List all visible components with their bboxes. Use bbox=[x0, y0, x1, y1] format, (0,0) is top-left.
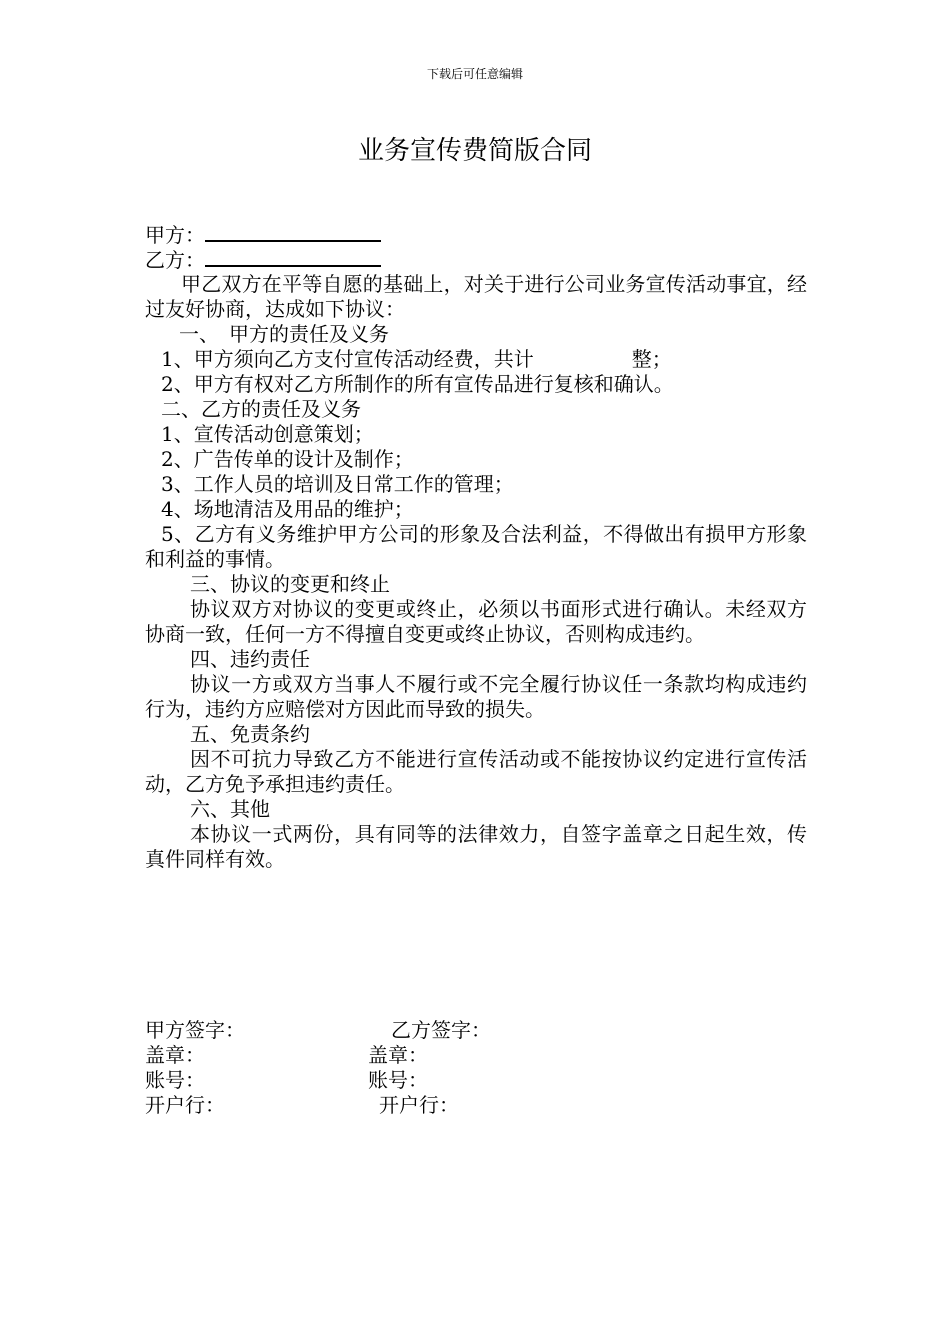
section2-item5: 5、乙方有义务维护甲方公司的形象及合法利益，不得做出有损甲方形象和利益的事情。 bbox=[145, 522, 807, 571]
section1-item1-prefix: 1、甲方须向乙方支付宣传活动经费，共计 bbox=[161, 347, 534, 371]
signature-block bbox=[145, 1018, 645, 1118]
section1-item1-suffix: 整； bbox=[631, 347, 672, 371]
section3-text: 协议双方对协议的变更或终止，必须以书面形式进行确认。未经双方协商一致，任何一方不得擅自变更或终止协议，否则构成违约。 bbox=[145, 597, 807, 646]
account-row bbox=[145, 1068, 645, 1093]
section5-text: 因不可抗力导致乙方不能进行宣传活动或不能按协议约定进行宣传活动，乙方免予承担违约责任。 bbox=[145, 747, 807, 796]
section4-heading: 四、违约责任 bbox=[190, 647, 310, 671]
section2-item4: 4、场地清洁及用品的维护； bbox=[161, 497, 414, 521]
party-b-line bbox=[145, 247, 807, 272]
section1-item1 bbox=[145, 347, 807, 372]
party-b-account-label: 账号： bbox=[368, 1068, 428, 1092]
page-header-note: 下载后可任意编辑 bbox=[426, 67, 523, 81]
section4-text: 协议一方或双方当事人不履行或不完全履行协议任一条款均构成违约行为，违约方应赔偿对方因此而导致的损失。 bbox=[145, 672, 807, 721]
party-b-signature-label: 乙方签字： bbox=[391, 1018, 491, 1042]
intro-paragraph: 甲乙双方在平等自愿的基础上，对关于进行公司业务宣传活动事宜，经过友好协商，达成如下协议： bbox=[145, 272, 807, 321]
party-a-signature-label: 甲方签字： bbox=[145, 1018, 245, 1042]
section6-text: 本协议一式两份，具有同等的法律效力，自签字盖章之日起生效，传真件同样有效。 bbox=[145, 822, 807, 871]
party-a-seal-label: 盖章： bbox=[145, 1043, 205, 1067]
contract-body bbox=[145, 222, 807, 872]
section3-heading: 三、协议的变更和终止 bbox=[190, 572, 390, 596]
party-b-label: 乙方： bbox=[145, 248, 205, 272]
party-b-bank-label: 开户行： bbox=[379, 1093, 459, 1117]
seal-row bbox=[145, 1043, 645, 1068]
section1-heading: 一、 甲方的责任及义务 bbox=[179, 322, 389, 346]
party-a-blank bbox=[205, 222, 381, 242]
signature-row bbox=[145, 1018, 645, 1043]
party-a-account-label: 账号： bbox=[145, 1068, 205, 1092]
bank-row bbox=[145, 1093, 645, 1118]
party-a-line bbox=[145, 222, 807, 247]
section5-heading: 五、免责条约 bbox=[190, 722, 310, 746]
party-b-blank bbox=[205, 247, 381, 267]
document-title: 业务宣传费简版合同 bbox=[357, 136, 592, 166]
section1-item2: 2、甲方有权对乙方所制作的所有宣传品进行复核和确认。 bbox=[161, 372, 674, 396]
section2-heading: 二、乙方的责任及义务 bbox=[161, 397, 361, 421]
section2-item3: 3、工作人员的培训及日常工作的管理； bbox=[161, 472, 514, 496]
party-a-bank-label: 开户行： bbox=[145, 1093, 225, 1117]
section2-item2: 2、广告传单的设计及制作； bbox=[161, 447, 414, 471]
section2-item1: 1、宣传活动创意策划； bbox=[161, 422, 374, 446]
party-a-label: 甲方： bbox=[145, 223, 205, 247]
section6-heading: 六、其他 bbox=[190, 797, 270, 821]
party-b-seal-label: 盖章： bbox=[368, 1043, 428, 1067]
